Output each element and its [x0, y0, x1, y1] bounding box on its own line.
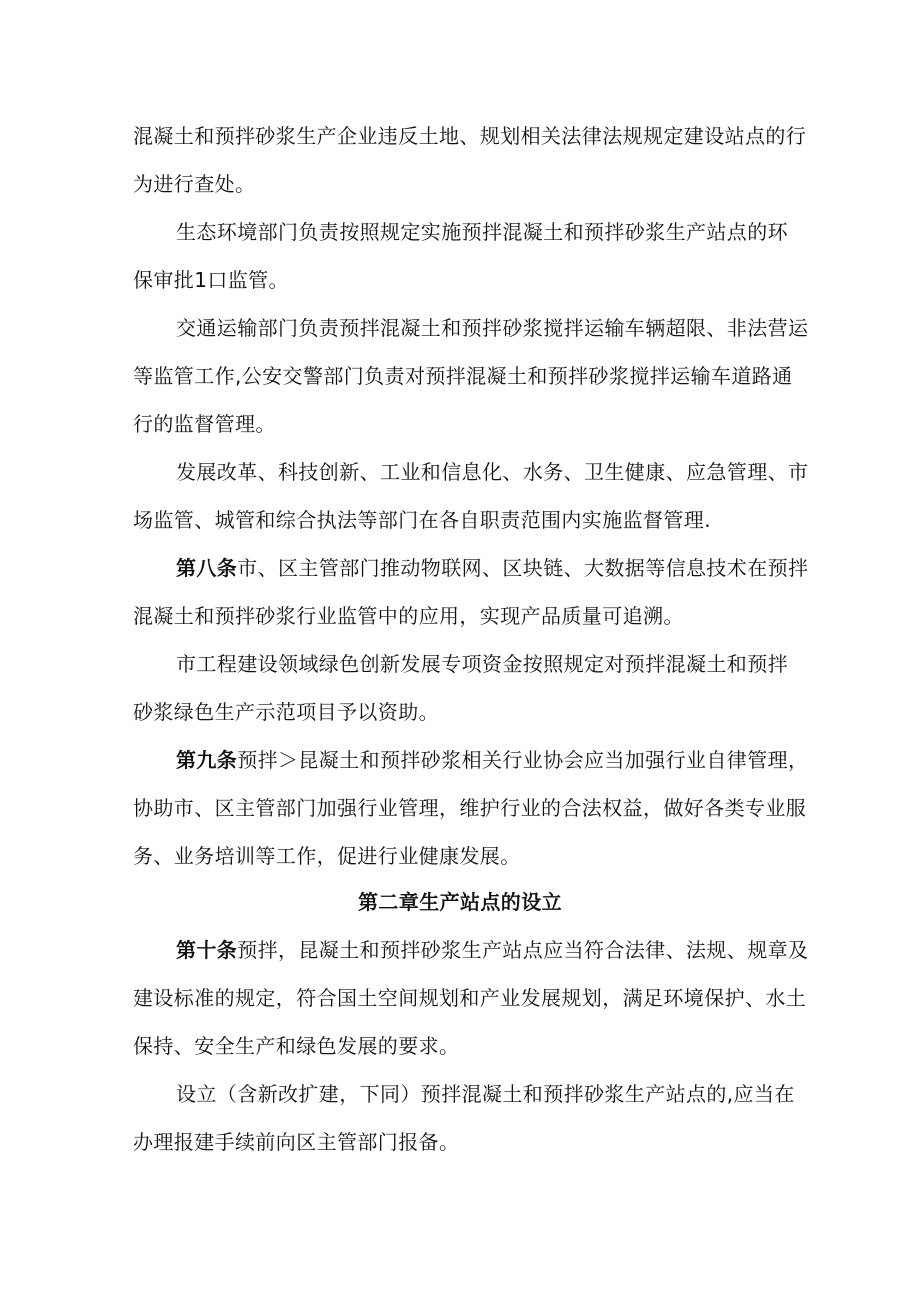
paragraph-4-line-1: 发展改革、科技创新、工业和信息化、水务、卫生健康、应急管理、市	[176, 460, 809, 484]
article-10-text: 预拌，昆凝土和预拌砂浆生产站点应当符合法律、法规、规章及	[237, 938, 809, 962]
article-9-text: 预拌＞昆凝土和预拌砂浆相关行业协会应当加强行业自律管理，	[237, 748, 809, 772]
paragraph-3-line-2: 等监管工作,公安交警部门负责对预拌混凝土和预拌砂浆搅拌运输车道路通	[133, 364, 793, 388]
paragraph-6-line-1: 市工程建设领域绿色创新发展专项资金按照规定对预拌混凝土和预拌	[176, 652, 788, 676]
article-10-label: 第十条	[176, 938, 238, 962]
article-9-line-1	[176, 748, 808, 772]
article-9-line-2: 协助市、区主管部门加强行业管理，维护行业的合法权益，做好各类专业服	[133, 796, 807, 820]
paragraph-3-line-3: 行的监督管理。	[133, 412, 276, 436]
paragraph-2-line-2: 保审批1口监管。	[133, 268, 289, 292]
paragraph-1-line-2: 为进行查处。	[133, 172, 256, 196]
chapter-heading: 第二章生产站点的设立	[358, 890, 562, 914]
paragraph-4-line-2: 场监管、城管和综合执法等部门在各自职责范围内实施监督管理.	[133, 508, 711, 532]
article-9-label: 第九条	[176, 748, 238, 772]
article-10-line-2: 建设标准的规定，符合国土空间规划和产业发展规划，满足环境保护、水土	[133, 986, 807, 1010]
article-8-label: 第八条	[176, 556, 238, 580]
article-8-line-1	[176, 556, 808, 580]
article-10-line-1	[176, 938, 808, 962]
paragraph-1-line-1: 混凝土和预拌砂浆生产企业违反土地、规划相关法律法规规定建设站点的行	[133, 124, 807, 148]
paragraph-9-line-2: 办理报建手续前向区主管部门报备。	[133, 1130, 460, 1154]
paragraph-6-line-2: 砂浆绿色生产示范项目予以资助。	[133, 700, 439, 724]
paragraph-2-line-1: 生态环境部门负责按照规定实施预拌混凝土和预拌砂浆生产站点的环	[176, 220, 788, 244]
article-10-line-3: 保持、安全生产和绿色发展的要求。	[133, 1034, 460, 1058]
article-8-line-2: 混凝土和预拌砂浆行业监管中的应用，实现产品质量可追溯。	[133, 604, 684, 628]
paragraph-3-line-1: 交通运输部门负责预拌混凝土和预拌砂浆搅拌运输车辆超限、非法营运	[176, 316, 809, 340]
article-8-text: 市、区主管部门推动物联网、区块链、大数据等信息技术在预拌	[237, 556, 809, 580]
article-9-line-3: 务、业务培训等工作，促进行业健康发展。	[133, 844, 521, 868]
paragraph-9-line-1: 设立（含新改扩建，下同）预拌混凝土和预拌砂浆生产站点的,应当在	[176, 1082, 795, 1106]
